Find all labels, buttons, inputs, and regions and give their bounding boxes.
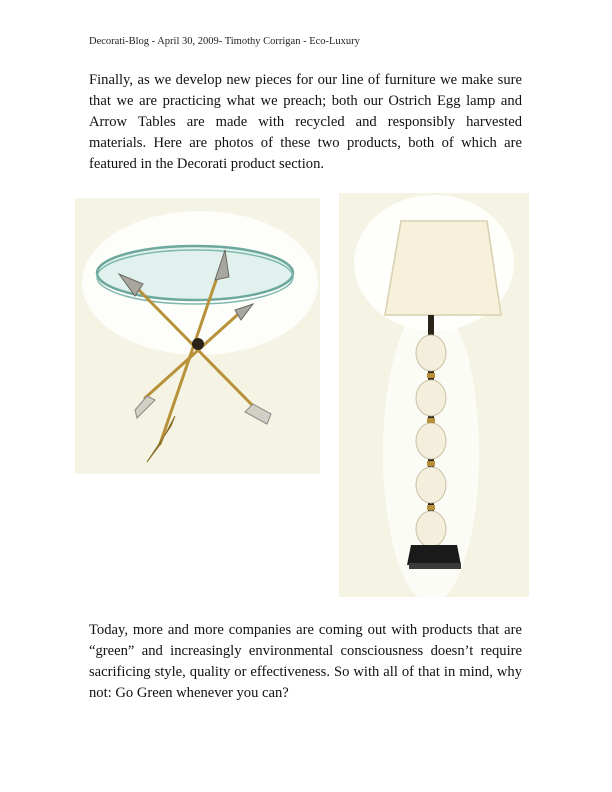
arrow-table-photo (75, 198, 320, 474)
intro-paragraph: Finally, as we develop new pieces for our line of furniture we make sure that we are practicing what we preach; both our Ostrich Egg lamp and Arrow Tables are made with recycled and responsibly harvested materials. Here are photos of these two products, both of which are featured in the Decorati product section. (89, 72, 522, 172)
page-header: Decorati-Blog - April 30, 2009- Timothy Corrigan - Eco-Luxury (89, 36, 360, 47)
closing-paragraph: Today, more and more companies are coming out with products that are “green” and increasingly environmental consciousness doesn’t require sacrificing style, quality or effectiveness. So with all of that in mind, why not: Go Green whenever you can? (89, 622, 522, 701)
ostrich-egg-lamp-photo (339, 193, 529, 597)
